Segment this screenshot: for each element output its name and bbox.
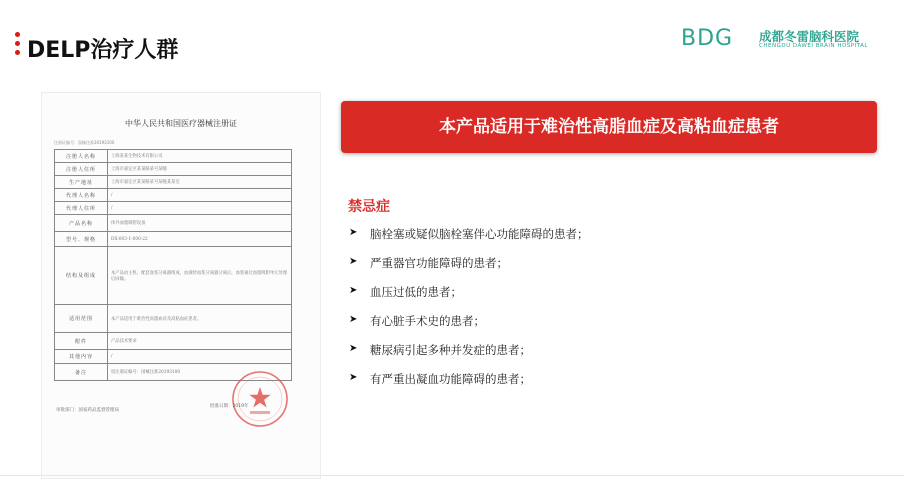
arrow-bullet-icon: ➤ bbox=[349, 314, 358, 325]
arrow-bullet-icon: ➤ bbox=[349, 372, 358, 383]
list-item-text: 糖尿病引起多种并发症的患者； bbox=[370, 343, 531, 357]
list-item-text: 血压过低的患者； bbox=[370, 285, 462, 299]
certificate-footer-left: 审批部门：国家药品监督管理局 bbox=[56, 408, 119, 413]
logo-name-en: CHENGDU DAWEI BRAIN HOSPITAL bbox=[759, 43, 868, 49]
cert-value: / bbox=[108, 350, 292, 364]
hospital-logo bbox=[681, 26, 881, 52]
cert-value: 上海市嘉定区某某路某号某幢某某室 bbox=[108, 176, 292, 189]
contraindications-title: 禁忌症 bbox=[348, 199, 390, 215]
cert-label: 代理人名称 bbox=[55, 189, 108, 202]
cert-label: 产品名称 bbox=[55, 215, 108, 232]
arrow-bullet-icon: ➤ bbox=[349, 256, 358, 267]
logo-name-cn: 成都冬雷脑科医院 bbox=[759, 29, 860, 44]
cert-label: 附件 bbox=[55, 333, 108, 350]
cert-value: 上海某某生物技术有限公司 bbox=[108, 150, 292, 163]
cert-value: 原注册证编号：国械注准20193100 bbox=[108, 364, 292, 381]
cert-label: 型号、规格 bbox=[55, 232, 108, 247]
certificate-number: 注册证编号：国械注准20193100 bbox=[54, 140, 115, 145]
logo-letters: BDG bbox=[681, 26, 734, 51]
cert-label: 适用范围 bbox=[55, 305, 108, 333]
arrow-bullet-icon: ➤ bbox=[349, 343, 358, 354]
cert-label: 结构及组成 bbox=[55, 247, 108, 305]
cert-label: 注册人名称 bbox=[55, 150, 108, 163]
official-seal-icon bbox=[230, 369, 290, 429]
list-item-text: 有心脏手术史的患者； bbox=[370, 314, 485, 328]
cert-label: 生产地址 bbox=[55, 176, 108, 189]
arrow-bullet-icon: ➤ bbox=[349, 285, 358, 296]
cert-value: 本产品由主机、配套血浆分离器组成，血液经血浆分离器分离后，血浆通过血脂吸附单元处理后回输。 bbox=[108, 247, 292, 305]
page-title: DELP治疗人群 bbox=[27, 38, 179, 63]
list-item-text: 严重器官功能障碍的患者； bbox=[370, 256, 508, 270]
registration-certificate-image bbox=[42, 93, 320, 478]
indication-banner-text: 本产品适用于难治性高脂血症及高粘血症患者 bbox=[439, 117, 779, 137]
bottom-divider bbox=[0, 475, 904, 476]
list-item-text: 脑栓塞或疑似脑栓塞伴心功能障碍的患者； bbox=[370, 227, 589, 241]
certificate-heading: 中华人民共和国医疗器械注册证 bbox=[125, 119, 237, 128]
cert-label: 其他内容 bbox=[55, 350, 108, 364]
cert-label: 注册人住所 bbox=[55, 163, 108, 176]
certificate-footer-right: 批准日期：2019年 bbox=[210, 404, 249, 409]
list-item-text: 有严重出凝血功能障碍的患者； bbox=[370, 372, 531, 386]
cert-value: / bbox=[108, 202, 292, 215]
title-decoration bbox=[13, 32, 23, 59]
cert-label: 代理人住所 bbox=[55, 202, 108, 215]
cert-value: 产品技术要求 bbox=[108, 333, 292, 350]
arrow-bullet-icon: ➤ bbox=[349, 227, 358, 238]
certificate-table bbox=[54, 149, 292, 381]
indication-banner bbox=[341, 101, 877, 153]
cert-value: DX-003-1-000-22 bbox=[108, 232, 292, 247]
cert-value: 本产品适用于难治性高脂血症及高粘血症患者。 bbox=[108, 305, 292, 333]
cert-value: 上海市嘉定区某某路某号某幢 bbox=[108, 163, 292, 176]
cert-value: 体外血脂吸附设备 bbox=[108, 215, 292, 232]
cert-label: 备注 bbox=[55, 364, 108, 381]
cert-value: / bbox=[108, 189, 292, 202]
